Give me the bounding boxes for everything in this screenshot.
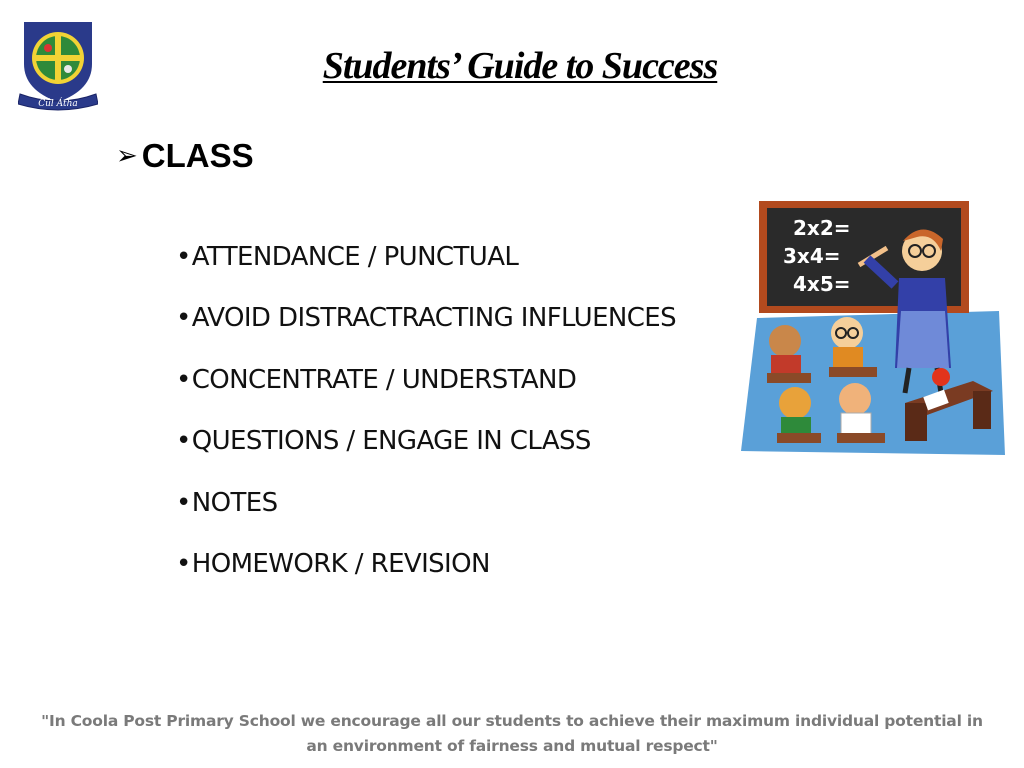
- arrow-bullet-icon: ➢: [116, 141, 138, 171]
- bullet-text: QUESTIONS / ENGAGE IN CLASS: [191, 426, 591, 457]
- board-line: 2x2=: [793, 216, 851, 240]
- bullet-char: •: [176, 487, 191, 518]
- section-label: CLASS: [141, 137, 254, 174]
- bullet-list: [176, 238, 676, 606]
- bullet-char: •: [176, 548, 191, 579]
- bullet-text: ATTENDANCE / PUNCTUAL: [191, 242, 519, 272]
- list-item: [176, 545, 676, 606]
- list-item: [176, 299, 676, 360]
- board-line: 4x5=: [793, 272, 851, 296]
- section-heading: [116, 137, 254, 175]
- bullet-char: •: [176, 242, 191, 272]
- bullet-char: •: [176, 426, 191, 457]
- bullet-char: •: [176, 303, 191, 334]
- board-line: 3x4=: [783, 244, 841, 268]
- apple-icon: [932, 368, 950, 386]
- slide-title: Students’ Guide to Success: [322, 45, 718, 87]
- crest-motto: Cúl Átha: [38, 99, 78, 109]
- bullet-text: CONCENTRATE / UNDERSTAND: [191, 364, 577, 395]
- list-item: [176, 422, 676, 483]
- list-item: [176, 361, 676, 422]
- footer-quote: "In Coola Post Primary School we encourage all our students to achieve their maximum individual potential in an environment of fairness and mutual respect": [41, 712, 983, 755]
- bullet-char: •: [176, 364, 191, 395]
- bullet-text: NOTES: [191, 487, 278, 518]
- list-item: [176, 484, 676, 545]
- bullet-text: AVOID DISTRACTRACTING INFLUENCES: [191, 303, 677, 334]
- classroom-teacher-illustration: [737, 193, 1007, 465]
- list-item: [176, 238, 676, 299]
- bullet-text: HOMEWORK / REVISION: [191, 548, 490, 579]
